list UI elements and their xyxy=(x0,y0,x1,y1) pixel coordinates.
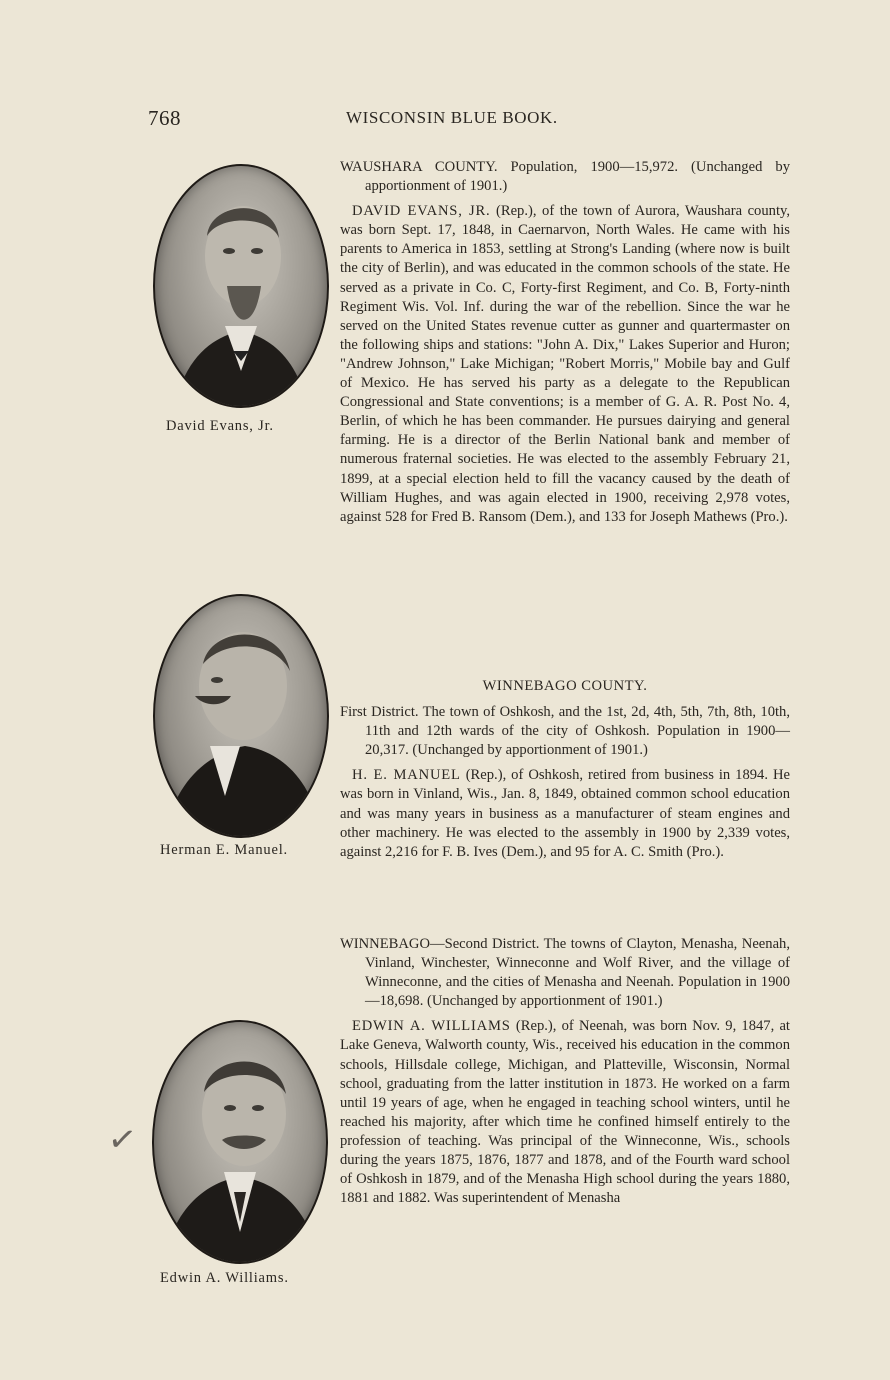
evans-biography xyxy=(340,202,790,527)
member-name: DAVID EVANS, JR. xyxy=(352,203,491,220)
winnebago-second-section xyxy=(340,935,790,1208)
portrait-oval xyxy=(152,1020,328,1264)
pencil-check-mark: ✓ xyxy=(105,1120,139,1161)
portrait-figure xyxy=(154,1022,326,1262)
portrait-herman-manuel xyxy=(153,594,325,838)
portrait-david-evans xyxy=(153,164,325,408)
winnebago-first-section xyxy=(340,677,790,862)
member-name: EDWIN A. WILLIAMS xyxy=(352,1018,511,1035)
williams-biography xyxy=(340,1017,790,1208)
portrait-oval xyxy=(153,594,329,838)
portrait-caption: Herman E. Manuel. xyxy=(160,842,288,858)
biography-text: (Rep.), of Oshkosh, retired from business in 1894. He was born in Vinland, Wis., Jan. 8, 1849, obtained common school education and was many years in business as a manufacturer of steam engines and other machinery. He was elected to the assembly in 1900 by 2,339 votes, against 2,216 for F. B. Ives (Dem.), and 95 for A. C. Smith (Pro.). xyxy=(340,767,790,860)
biography-text: (Rep.), of Neenah, was born Nov. 9, 1847, at Lake Geneva, Walworth county, Wis., received his education in the common schools, Hillsdale college, Michigan, and Platteville, Wisconsin, Normal school, graduating from the latter institution in 1873. He worked on a farm until 19 years of age, when he engaged in teaching school winters, until he reached his majority, after which time he confined himself entirely to the profession of teaching. Was principal of the Winneconne, Wis., schools during the years 1875, 1876, 1877 and 1878, and of the Fourth ward school of Oshkosh in 1879, and of the Menasha High school during the years 1880, 1881 and 1882. Was superintendent of Menasha xyxy=(340,1018,790,1207)
member-name: H. E. MANUEL xyxy=(352,767,461,784)
portrait-edwin-williams xyxy=(152,1020,324,1264)
page-number: 768 xyxy=(148,106,181,130)
biography-text: (Rep.), of the town of Aurora, Waushara county, was born Sept. 17, 1848, in Caernarvon, North Wales. He came with his parents to America in 1853, settling at Strong's Landing (where now is built the city of Berlin), and was educated in the common schools of the state. He served as a private in Co. C, Forty-first Regiment, and Co. B, Forty-ninth Regiment Wis. Vol. Inf. during the war of the rebellion. Since the war he served on the United States revenue cutter as gunner and quartermaster on the following ships and stations: "John A. Dix," Lakes Superior and Huron; "Andrew Johnson," Lake Michigan; "Robert Morris," Mobile bay and Gulf of Mexico. He has served his party as a delegate to the Republican Congressional and State conventions; is a member of G. A. R. Post No. 4, Berlin, of which he has been commander. He pursues dairying and general farming. He is a director of the Berlin National bank and member of numerous fraternal societies. He was elected to the assembly February 21, 1899, at a special election held to fill the vacancy caused by the death of William Hughes, and was again elected in 1900, receiving 2,978 votes, against 528 for Fred B. Ransom (Dem.), and 133 for Joseph Mathews (Pro.). xyxy=(340,203,790,525)
portrait-figure xyxy=(155,596,327,836)
county-heading: WINNEBAGO COUNTY. xyxy=(482,678,648,694)
district-description: First District. The town of Oshkosh, and the 1st, 2d, 4th, 5th, 7th, 8th, 10th, 11th and 12th wards of the city of Oshkosh. Population in 1900—20,317. (Unchanged by apportionment of 1901.) xyxy=(340,704,790,759)
portrait-caption: Edwin A. Williams. xyxy=(160,1270,289,1286)
district-description: WINNEBAGO—Second District. The towns of Clayton, Menasha, Neenah, Vinland, Winchester, Winneconne and Wolf River, and the village of Winneconne, and the cities of Menasha and Neenah. Population in 1900—18,698. (Unchanged by apportionment of 1901.) xyxy=(340,936,790,1010)
county-heading: WAUSHARA COUNTY. Population, 1900—15,972. (Unchanged by apportionment of 1901.) xyxy=(340,159,790,195)
portrait-figure xyxy=(155,166,327,406)
waushara-section xyxy=(340,158,790,527)
manuel-biography xyxy=(340,766,790,861)
portrait-caption: David Evans, Jr. xyxy=(166,418,274,434)
running-head: WISCONSIN BLUE BOOK. xyxy=(346,108,558,127)
portrait-oval xyxy=(153,164,329,408)
